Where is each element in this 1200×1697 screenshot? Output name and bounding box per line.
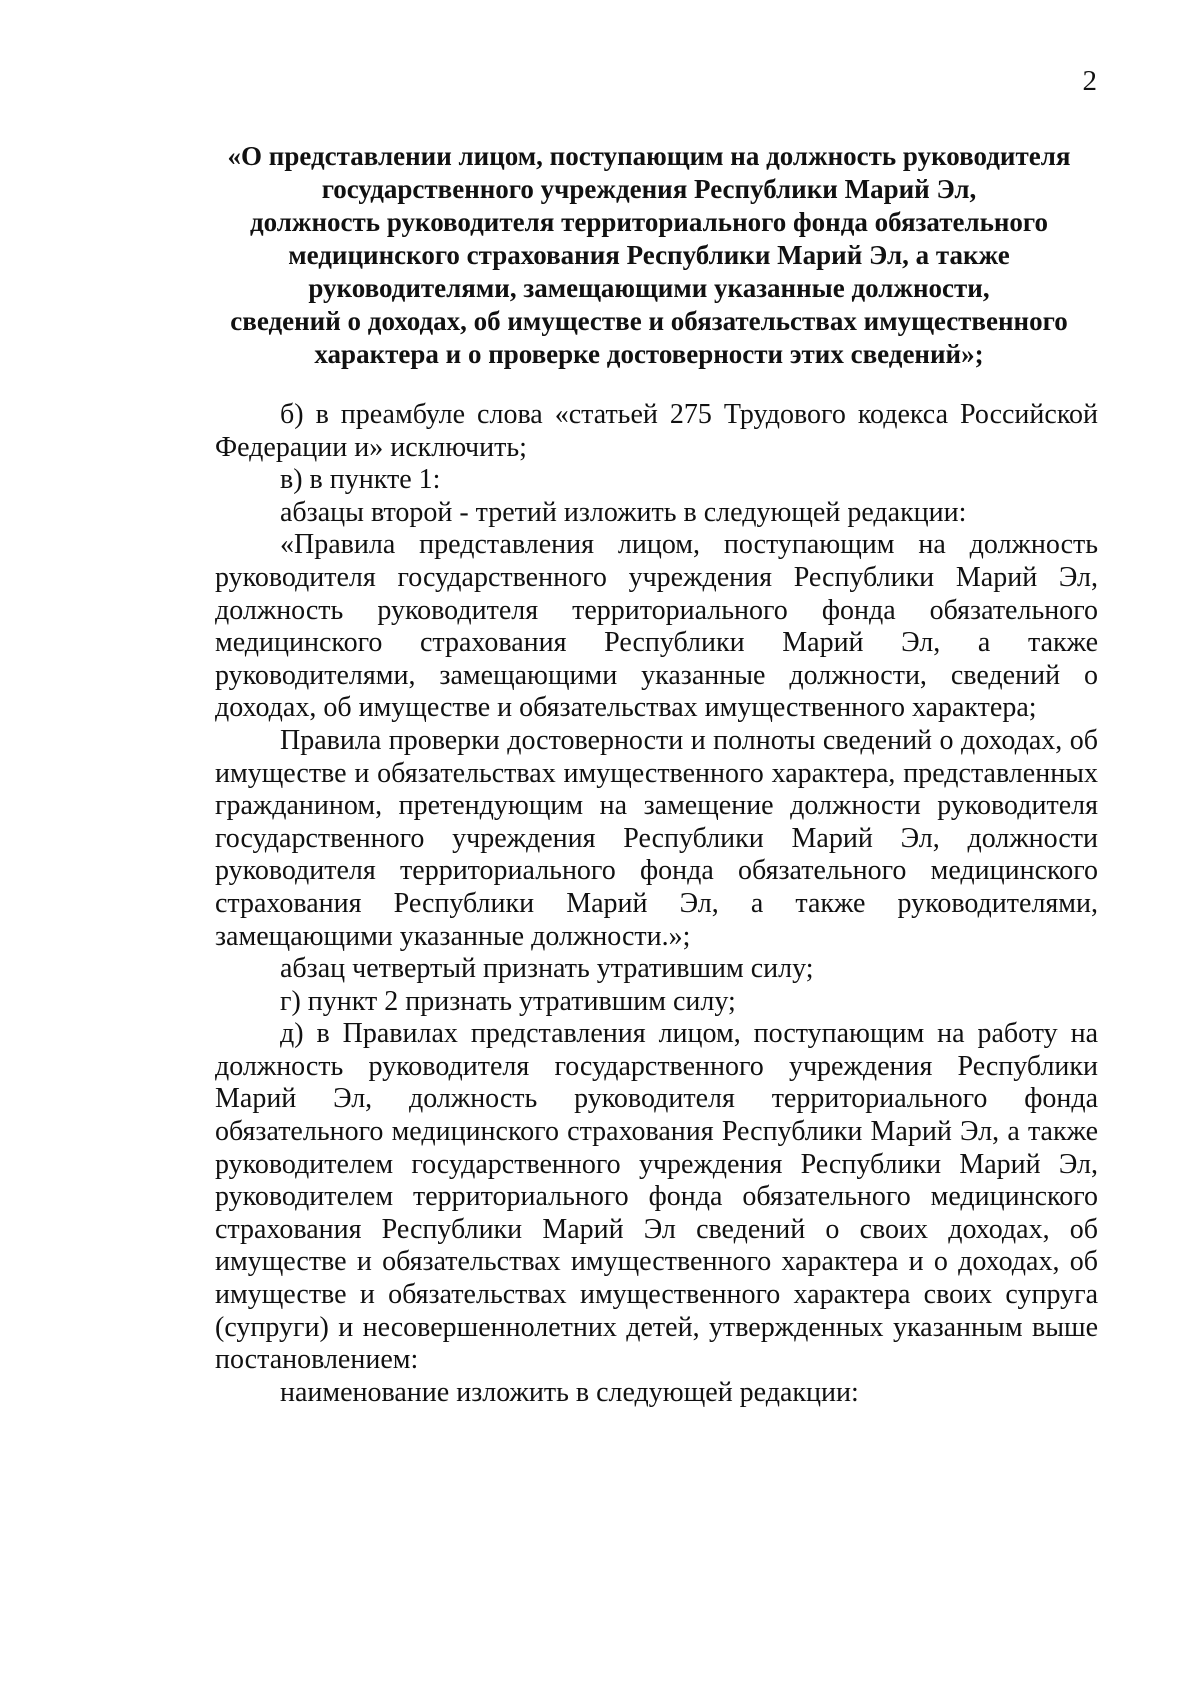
paragraph-b-preamble: б) в преамбуле слова «статьей 275 Трудового кодекса Российской Федерации и» исключить;	[215, 399, 1098, 463]
paragraph-g-point-2: г) пункт 2 признать утратившим силу;	[280, 985, 736, 1017]
title-line: медицинского страхования Республики Марий Эл, а также	[288, 240, 1010, 270]
paragraph-rules-presentation: «Правила представления лицом, поступающим на должность руководителя государственного учреждения Республики Марий Эл, должность руководителя территориального фонда обязательного медицинского страхования Республики Марий Эл, а также руководителями, замещающими указанные должности, сведений о доходах, об имуществе и обязательствах имущественного характера;	[215, 529, 1098, 724]
title-line: «О представлении лицом, поступающим на должность руководителя	[227, 141, 1071, 171]
paragraph-naimenovanie: наименование изложить в следующей редакции:	[280, 1376, 859, 1408]
title-line: государственного учреждения Республики Марий Эл,	[321, 174, 977, 204]
paragraph-abzacy: абзацы второй - третий изложить в следующей редакции:	[280, 496, 967, 528]
document-body	[215, 399, 1098, 1409]
title-line: сведений о доходах, об имуществе и обязательствах имущественного	[230, 306, 1068, 336]
paragraph-d-rules: д) в Правилах представления лицом, поступающим на работу на должность руководителя государственного учреждения Республики Марий Эл, должность руководителя территориального фонда обязательного медицинского страхования Республики Марий Эл, а также руководителем государственного учреждения Республики Марий Эл, руководителем территориального фонда обязательного медицинского страхования Республики Марий Эл сведений о своих доходах, об имуществе и обязательствах имущественного характера и о доходах, об имуществе и обязательствах имущественного характера своих супруга (супруги) и несовершеннолетних детей, утвержденных указанным выше постановлением:	[215, 1018, 1098, 1376]
title-line: должность руководителя территориального фонда обязательного	[249, 207, 1049, 237]
document-title	[200, 140, 1098, 371]
page-number: 2	[1082, 65, 1097, 97]
title-line: руководителями, замещающими указанные должности,	[308, 273, 990, 303]
title-line: характера и о проверке достоверности этих сведений»;	[314, 339, 984, 369]
paragraph-rules-verification: Правила проверки достоверности и полноты сведений о доходах, об имуществе и обязательствах имущественного характера, представленных гражданином, претендующим на замещение должности руководителя государственного учреждения Республики Марий Эл, должности руководителя территориального фонда обязательного медицинского страхования Республики Марий Эл, а также руководителями, замещающими указанные должности.»;	[215, 724, 1098, 952]
paragraph-v-point-1: в) в пункте 1:	[280, 464, 441, 496]
paragraph-abzac-4: абзац четвертый признать утратившим силу;	[280, 953, 814, 985]
